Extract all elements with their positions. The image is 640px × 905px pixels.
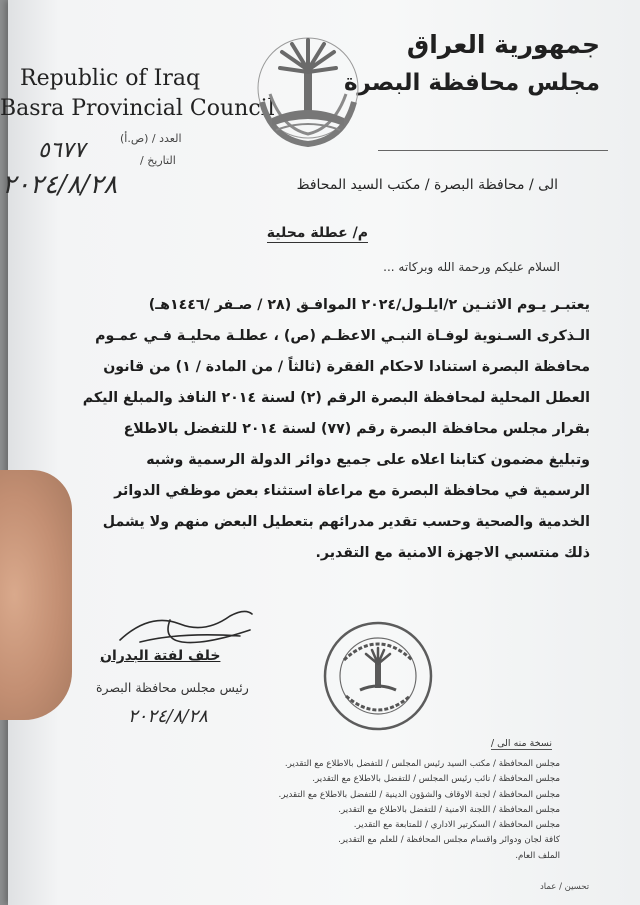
greeting-line: السلام عليكم ورحمة الله وبركاته ... (383, 260, 560, 274)
copies-list-item: كافة لجان ودوائر واقسام مجلس المحافظة / للعلم مع التقدير. (338, 835, 560, 846)
typist-initials: تحسين / عماد (540, 882, 590, 892)
handwritten-number: ٥٦٧٧ (38, 138, 86, 163)
copies-heading: نسخة منه الى / (490, 738, 552, 749)
signature-date: ٢٠٢٤/٨/٢٨ (128, 706, 208, 727)
official-stamp-icon (322, 620, 434, 732)
letterhead-ar-country: جمهورية العراق (406, 30, 600, 59)
body-line: العطل المحلية لمحافظة البصرة الرقم (٢) لسنة ٢٠١٤ النافذ والمبلغ اليكم (82, 390, 590, 406)
holding-thumb (0, 470, 72, 720)
body-line: الرسمية في محافظة البصرة مع مراعاة استثناء بعض موظفي الدوائر (114, 483, 590, 499)
copies-list-item: الملف العام. (515, 850, 560, 861)
letterhead-en-country: Republic of Iraq (20, 66, 201, 91)
signatory-name: خلف لفتة البدران (100, 648, 221, 664)
handwritten-date: ٢٠٢٤/٨/٢٨ (2, 170, 118, 200)
body-line: وتبليغ مضمون كتابنا اعلاه على جميع دوائر الدولة الرسمية وشبه (146, 452, 590, 468)
body-line: بقرار مجلس محافظة البصرة رقم (٧٧) لسنة ٢٠١٤ للتفضل بالاطلاع (123, 421, 590, 437)
signature-scrawl-icon (110, 602, 260, 654)
subject-line: م/ عطلة محلية (266, 225, 368, 241)
number-label: العدد / (ص.أ) (120, 132, 182, 145)
header-divider-right (378, 150, 608, 151)
date-label: التاريخ / (140, 154, 176, 167)
signatory-title: رئيس مجلس محافظة البصرة (96, 680, 249, 695)
copies-list-item: مجلس المحافظة / اللجنة الامنية / للتفضل بالاطلاع مع التقدير. (338, 804, 560, 815)
body-line: يعتبـر يـوم الاثنـين ٢/ايلـول/٢٠٢٤ الموافـق (٢٨ / صـفر /١٤٤٦هـ) (148, 297, 590, 313)
body-line: ذلك منتسبي الاجهزة الامنية مع التقدير. (315, 545, 590, 561)
copies-list-item: مجلس المحافظة / نائب رئيس المجلس / للتفضل بالاطلاع مع التقدير. (312, 774, 560, 785)
copies-list (200, 757, 560, 864)
copies-list-item: مجلس المحافظة / السكرتير الاداري / للمتابعة مع التقدير. (353, 820, 560, 831)
letterhead-en-council: Basra Provincial Council (0, 96, 275, 121)
body-line: الـذكرى السـنوية لوفـاة النبـي الاعظـم (ص) ، عطلـة محليـة فـي عمـوم (95, 328, 590, 344)
letterhead-ar-council: مجلس محافظة البصرة (343, 70, 600, 96)
body-line: الخدمية والصحية وحسب تقدير مدرائهم بتعطيل البعض منهم ولا يشمل (102, 514, 590, 530)
letter-body (75, 290, 590, 569)
council-emblem-icon (252, 32, 364, 148)
body-line: محافظة البصرة استنادا لاحكام الفقرة (ثالثاً / من المادة / ١) من قانون (103, 359, 590, 375)
recipient-line: الى / محافظة البصرة / مكتب السيد المحافظ (296, 177, 558, 193)
copies-list-item: مجلس المحافظة / مكتب السيد رئيس المجلس / للتفضل بالاطلاع مع التقدير. (284, 759, 560, 769)
copies-list-item: مجلس المحافظة / لجنة الاوقاف والشؤون الدينية / للتفضل بالاطلاع مع التقدير. (278, 789, 560, 800)
